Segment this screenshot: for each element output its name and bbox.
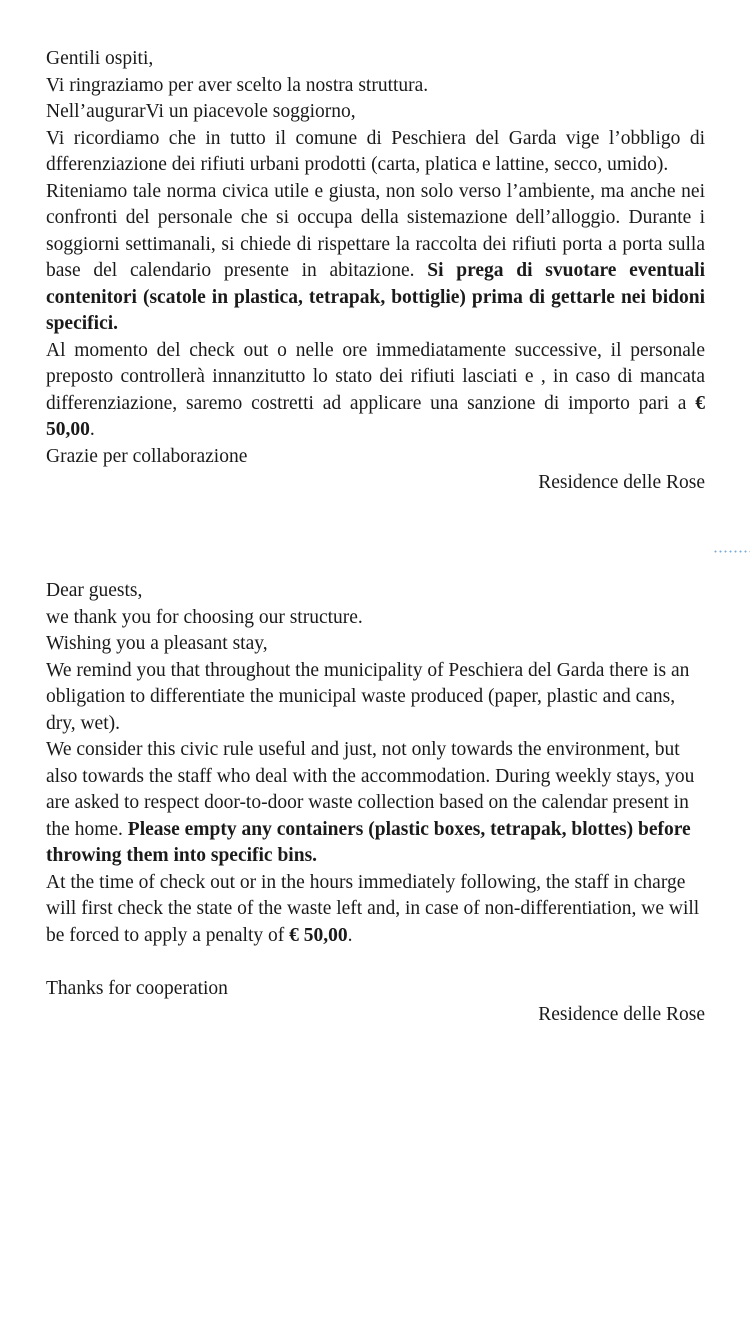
- english-checkout-text: At the time of check out or in the hours immediately following, the staff in charge will first check the state of the waste left and, in case of non-differentiation, we will be forced to apply a penalty of: [46, 871, 700, 946]
- italian-greeting: Gentili ospiti,: [46, 48, 154, 69]
- decorative-dots: [713, 550, 750, 553]
- italian-notice: [46, 46, 705, 497]
- paragraph-gap: [46, 949, 705, 976]
- italian-rule-bold: Si prega di svuotare eventuali contenitori (scatole in plastica, tetrapak, bottiglie) prima di gettarle nei bidoni specifici.: [46, 260, 705, 334]
- english-wish-line: Wishing you a pleasant stay,: [46, 633, 268, 654]
- italian-signature: Residence delle Rose: [538, 472, 705, 493]
- italian-checkout-text: Al momento del check out o nelle ore immediatamente successive, il personale preposto controllerà innanzitutto lo stato dei rifiuti lasciati e , in caso di mancata differenziazione, saremo costretti ad applicare una sanzione di importo pari a: [46, 339, 705, 414]
- italian-rule-paragraph: [46, 179, 705, 338]
- italian-reminder: Vi ricordiamo che in tutto il comune di Peschiera del Garda vige l’obbligo di dfferenziazione dei rifiuti urbani prodotti (carta, platica e lattine, secco, umido).: [46, 127, 705, 175]
- english-rule-bold: Please empty any containers (plastic boxes, tetrapak, blottes) before throwing them into specific bins.: [46, 818, 691, 866]
- english-thanks-line: we thank you for choosing our structure.: [46, 606, 363, 628]
- english-signature: Residence delle Rose: [538, 1004, 705, 1025]
- italian-thanks-line: Vi ringraziamo per aver scelto la nostra struttura.: [46, 74, 429, 96]
- english-checkout-paragraph: At the time of check out or in the hours immediately following, the staff in charge will first check the state of the waste left and, in case of non-differentiation, we will be forced to apply a penalty of € 50,00.: [46, 871, 700, 946]
- english-greeting: Dear guests,: [46, 580, 143, 601]
- english-closing: Thanks for cooperation: [46, 977, 228, 999]
- english-notice: [46, 578, 705, 1029]
- english-reminder: We remind you that throughout the municipality of Peschiera del Garda there is an obligation to differentiate the municipal waste produced (paper, plastic and cans, dry, wet).: [46, 659, 690, 734]
- italian-rule-text: Riteniamo tale norma civica utile e giusta, non solo verso l’ambiente, ma anche nei confronti del personale che si occupa della sistemazione dell’alloggio. Durante i soggiorni settimanali, si chiede di rispettare la raccolta dei rifiuti porta a porta sulla base del calendario presente in abitazione.: [46, 180, 705, 281]
- english-rule-text: We consider this civic rule useful and just, not only towards the environment, but also towards the staff who deal with the accommodation. During weekly stays, you are asked to respect door-to-door waste collection based on the calendar present in the home.: [46, 739, 695, 840]
- italian-closing: Grazie per collaborazione: [46, 445, 248, 467]
- italian-penalty: € 50,00: [46, 392, 706, 440]
- italian-checkout-paragraph: Al momento del check out o nelle ore immediatamente successive, il personale preposto controllerà innanzitutto lo stato dei rifiuti lasciati e , in caso di mancata differenziazione, saremo costretti ad applicare una sanzione di importo pari a € 50,00.: [46, 339, 706, 440]
- english-rule-paragraph: [46, 737, 705, 870]
- italian-wish-line: Nell’augurarVi un piacevole soggiorno,: [46, 101, 356, 122]
- english-penalty: € 50,00: [289, 924, 348, 946]
